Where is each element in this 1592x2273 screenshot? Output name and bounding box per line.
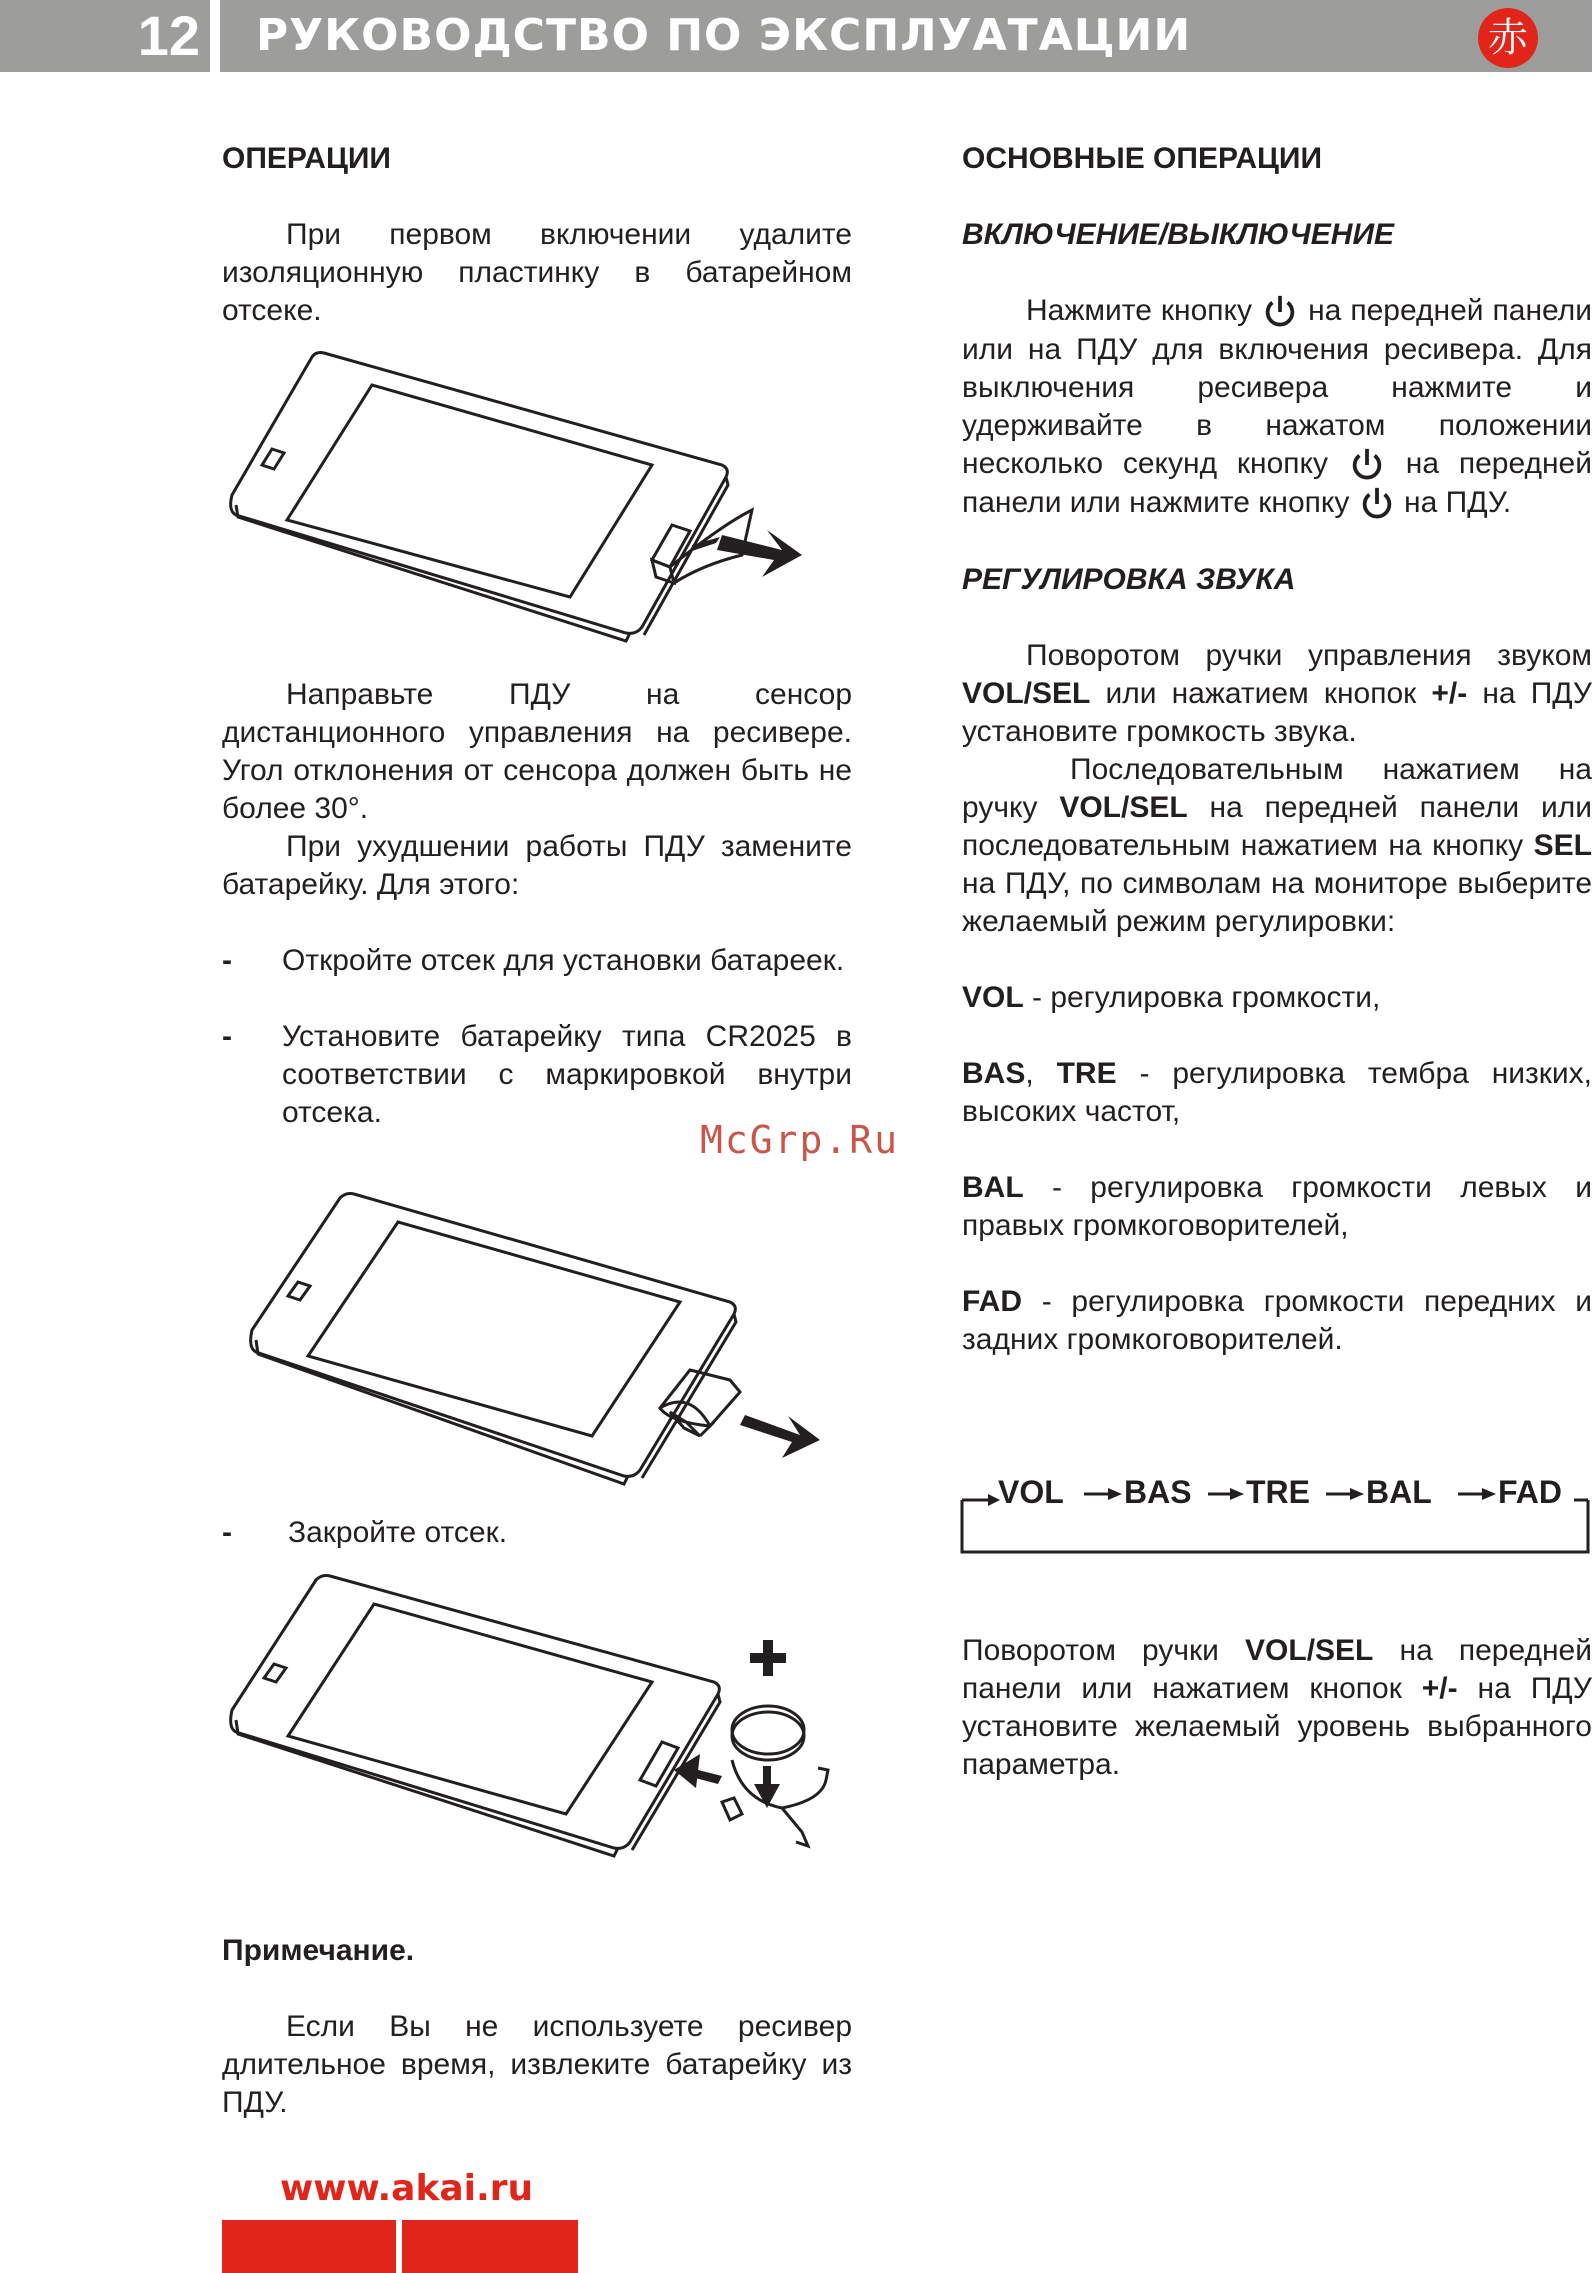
power-paragraph — [962, 292, 1592, 523]
bal-key: BAL — [962, 1171, 1024, 1205]
left-column-close — [222, 1514, 852, 1552]
step-install-text — [282, 1018, 852, 1132]
power-heading: ВКЛЮЧЕНИЕ/ВЫКЛЮЧЕНИЕ — [962, 218, 1395, 251]
left-column-aim — [222, 676, 852, 1132]
sound-mode-cycle-diagram — [960, 1472, 1592, 1556]
final-plusminus: +/- — [1421, 1672, 1458, 1705]
sound-p1-plusminus: +/- — [1431, 677, 1468, 711]
right-column — [962, 140, 1592, 1359]
remote-battery-insert-illustration — [222, 1570, 842, 1860]
final-a: Поворотом ручки — [962, 1634, 1219, 1667]
page-header — [0, 0, 1592, 72]
bas-tre-text: - регулировка тембра низких, высоких частот, — [962, 1057, 1592, 1129]
step-close-text — [288, 1514, 852, 1552]
bal-item — [962, 1169, 1592, 1245]
step-close-dash: - — [222, 1516, 232, 1549]
cycle-item-fad: FAD — [1498, 1474, 1562, 1510]
sound-paragraph-1 — [962, 637, 1592, 751]
battery-replace-paragraph: При ухудшении работы ПДУ замените батарейку. Для этого: — [222, 830, 852, 901]
bal-text: - регулировка громкости левых и правых громкоговорителей, — [962, 1171, 1592, 1243]
brand-logo-icon: 赤 — [1478, 8, 1538, 68]
bas-comma: , — [1025, 1057, 1034, 1091]
tre-key: TRE — [1056, 1057, 1117, 1091]
page-title: РУКОВОДСТВО ПО ЭКСПЛУАТАЦИИ — [220, 0, 1592, 72]
final-paragraph — [962, 1632, 1592, 1784]
remote-pull-tab-illustration — [222, 345, 822, 645]
step-open-label: Откройте отсек для установки батареек. — [282, 944, 845, 977]
website-link[interactable]: www.akai.ru — [280, 2168, 534, 2209]
power-icon — [1261, 293, 1299, 331]
final-key: VOL/SEL — [1245, 1634, 1374, 1667]
sound-p1-a: Поворотом ручки управления звуком — [1026, 639, 1592, 673]
sound-p2-e: на ПДУ, по символам на мониторе выберите желаемый режим регулировки: — [962, 867, 1592, 939]
left-column-note — [222, 1932, 852, 2122]
vol-item — [962, 979, 1592, 1017]
sound-heading: РЕГУЛИРОВКА ЗВУКА — [962, 563, 1296, 597]
page-number: 12 — [0, 0, 210, 72]
final-e: на ПДУ установите желаемый уровень выбранного параметра. — [962, 1672, 1592, 1781]
power-text-3: на передней панели или нажмите кнопку — [962, 447, 1592, 520]
step-close — [222, 1514, 852, 1552]
cycle-item-bal: BAL — [1366, 1474, 1432, 1510]
power-text-2: на передней панели или на ПДУ для включения ресивера. Для выключения ресивера нажмите и удерживайте в нажатом положении несколько секунд кнопку — [962, 294, 1592, 481]
sound-p1-e: на ПДУ установите громкость звука. — [962, 677, 1592, 749]
remote-open-tray-illustration — [240, 1190, 820, 1490]
operations-heading: ОПЕРАЦИИ — [222, 142, 391, 175]
step-open-dash: - — [222, 944, 232, 977]
note-text: Если Вы не используете ресивер длительное время, извлеките батарейку из ПДУ. — [222, 2010, 852, 2119]
sound-paragraph-2 — [962, 751, 1592, 941]
sound-p2-c: на передней панели или последовательным нажатием на кнопку — [962, 791, 1592, 863]
fad-item — [962, 1283, 1592, 1359]
sound-p2-sel: SEL — [1533, 829, 1592, 863]
cycle-item-tre: TRE — [1246, 1474, 1310, 1510]
final-c: на передней панели или нажатием кнопок — [962, 1634, 1592, 1705]
fad-text: - регулировка громкости передних и задних громкоговорителей. — [962, 1285, 1592, 1357]
cycle-item-vol: VOL — [998, 1474, 1064, 1510]
step-close-label: Закройте отсек. — [288, 1516, 508, 1549]
step-install-dash: - — [222, 1020, 232, 1053]
step-install-label: Установите батарейку типа CR2025 в соответствии с маркировкой внутри отсека. — [282, 1020, 852, 1129]
watermark: McGrp.Ru — [700, 1118, 900, 1162]
step-open — [222, 942, 852, 980]
aim-paragraph: Направьте ПДУ на сенсор дистанционного управления на ресивере. Угол отклонения от сенсора должен быть не более 30°. — [222, 678, 852, 825]
sound-p2-a: Последовательным нажатием на ручку — [962, 753, 1592, 825]
basic-operations-heading: ОСНОВНЫЕ ОПЕРАЦИИ — [962, 142, 1323, 175]
step-install — [222, 1018, 852, 1132]
vol-key: VOL — [962, 981, 1024, 1015]
step-open-text — [282, 942, 852, 980]
footer-bar-right — [402, 2220, 578, 2273]
sound-p1-key: VOL/SEL — [962, 677, 1091, 711]
cycle-item-bas: BAS — [1124, 1474, 1192, 1510]
note-heading: Примечание. — [222, 1934, 415, 1967]
left-column — [222, 140, 852, 330]
intro-paragraph: При первом включении удалите изоляционную пластинку в батарейном отсеке. — [222, 218, 852, 327]
bas-key: BAS — [962, 1057, 1026, 1091]
right-column-final — [962, 1632, 1592, 1784]
power-icon — [1348, 446, 1386, 484]
power-text-1: Нажмите кнопку — [1026, 294, 1253, 327]
bas-tre-item — [962, 1055, 1592, 1131]
vol-text: - регулировка громкости, — [1032, 981, 1381, 1015]
power-icon — [1358, 485, 1396, 523]
fad-key: FAD — [962, 1285, 1022, 1319]
footer-bar-left — [222, 2220, 396, 2273]
sound-p1-c: или нажатием кнопок — [1105, 677, 1417, 711]
power-text-4: на ПДУ. — [1404, 486, 1512, 520]
sound-p2-key: VOL/SEL — [1059, 791, 1188, 825]
